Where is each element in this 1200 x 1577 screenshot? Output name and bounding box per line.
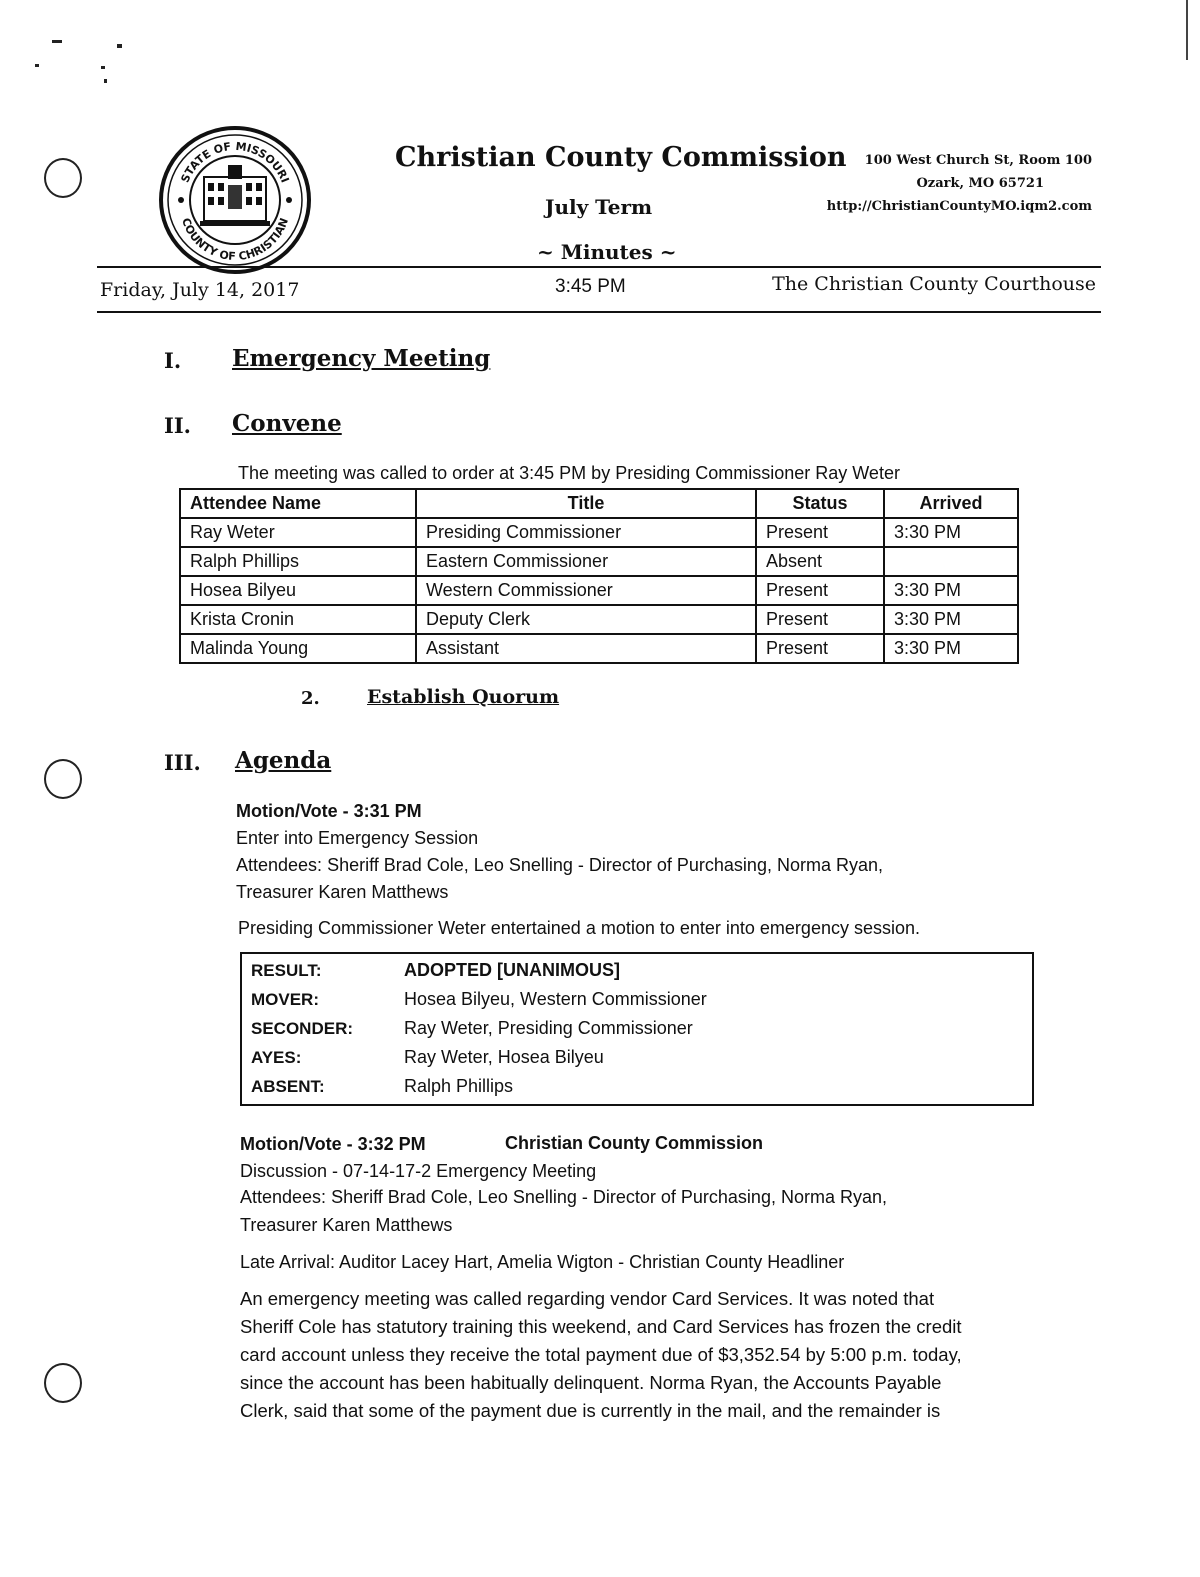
paragraph-line: Sheriff Cole has statutory training this weekend, and Card Services has frozen the credit xyxy=(240,1316,962,1337)
table-row xyxy=(180,547,1018,576)
paragraph-line: An emergency meeting was called regarding vendor Card Services. It was noted that xyxy=(240,1288,935,1309)
attendee-name: Malinda Young xyxy=(180,634,416,663)
attendee-arrived: 3:30 PM xyxy=(884,605,1018,634)
attendance-table xyxy=(179,488,1019,664)
attendee-title: Western Commissioner xyxy=(416,576,756,605)
attendee-status: Present xyxy=(756,605,884,634)
item-2-motion-label: Motion/Vote - 3:32 PM xyxy=(240,1134,426,1154)
scan-speck xyxy=(117,44,122,48)
attendee-status: Present xyxy=(756,634,884,663)
table-header-row xyxy=(180,489,1018,518)
attendee-arrived: 3:30 PM xyxy=(884,518,1018,547)
attendee-title: Eastern Commissioner xyxy=(416,547,756,576)
column-header-arrived: Arrived xyxy=(884,489,1018,518)
binder-hole-top xyxy=(44,158,82,198)
item-2-body-name: Christian County Commission xyxy=(505,1133,764,1153)
attendee-title: Assistant xyxy=(416,634,756,663)
svg-text:STATE OF MISSOURI: STATE OF MISSOURI xyxy=(178,139,292,185)
item-1-motion-label: Motion/Vote - 3:31 PM xyxy=(236,801,422,821)
term-label: July Term xyxy=(545,195,653,219)
section-2-title: Convene xyxy=(232,410,342,437)
attendee-status: Present xyxy=(756,518,884,547)
document-type: ~ Minutes ~ xyxy=(537,240,677,264)
scan-speck xyxy=(1186,0,1188,60)
item-2-attendees-line-2: Treasurer Karen Matthews xyxy=(240,1215,453,1235)
table-row xyxy=(180,605,1018,634)
item-1-subject: Enter into Emergency Session xyxy=(236,828,479,848)
vote-result-box xyxy=(240,952,1034,1106)
attendee-name: Hosea Bilyeu xyxy=(180,576,416,605)
item-2-attendees-line-1: Attendees: Sheriff Brad Cole, Leo Snelling - Director of Purchasing, Norma Ryan, xyxy=(240,1187,887,1207)
address-city: Ozark, MO 65721 xyxy=(916,176,1044,191)
attendee-status: Present xyxy=(756,576,884,605)
meeting-location: The Christian County Courthouse xyxy=(772,273,1096,295)
result-value: ADOPTED [UNANIMOUS] xyxy=(404,960,620,980)
column-header-title: Title xyxy=(416,489,756,518)
table-row xyxy=(180,634,1018,663)
attendee-arrived: 3:30 PM xyxy=(884,634,1018,663)
column-header-status: Status xyxy=(756,489,884,518)
binder-hole-bottom xyxy=(44,1363,82,1403)
meeting-date: Friday, July 14, 2017 xyxy=(100,279,300,301)
header-rule-bottom xyxy=(97,311,1101,313)
attendee-arrived xyxy=(884,547,1018,576)
paragraph-line: since the account has been habitually delinquent. Norma Ryan, the Accounts Payable xyxy=(240,1372,942,1393)
meeting-time: 3:45 PM xyxy=(555,276,626,297)
scan-speck xyxy=(104,79,107,83)
county-seal-logo xyxy=(158,125,312,275)
subsection-title: Establish Quorum xyxy=(367,686,560,708)
attendee-title: Deputy Clerk xyxy=(416,605,756,634)
item-1-attendees-line-1: Attendees: Sheriff Brad Cole, Leo Snelling - Director of Purchasing, Norma Ryan, xyxy=(236,855,883,875)
paragraph-line: card account unless they receive the total payment due of $3,352.54 by 5:00 p.m. today, xyxy=(240,1344,962,1365)
absent-value: Ralph Phillips xyxy=(404,1076,514,1096)
seconder-value: Ray Weter, Presiding Commissioner xyxy=(404,1018,693,1038)
svg-text:COUNTY OF CHRISTIAN: COUNTY OF CHRISTIAN xyxy=(179,216,292,264)
seconder-label: SECONDER: xyxy=(251,1019,354,1038)
scan-speck xyxy=(101,66,105,69)
item-2-paragraph xyxy=(240,1285,962,1425)
column-header-name: Attendee Name xyxy=(180,489,416,518)
section-2-numeral: II. xyxy=(164,413,191,438)
binder-hole-middle xyxy=(44,759,82,799)
subsection-numeral: 2. xyxy=(301,688,320,709)
result-label: RESULT: xyxy=(251,961,322,980)
organization-title: Christian County Commission xyxy=(395,142,847,173)
ayes-label: AYES: xyxy=(251,1048,302,1067)
scan-speck xyxy=(52,40,62,43)
header-rule-top xyxy=(97,266,1101,268)
scan-speck xyxy=(35,64,39,67)
attendee-status: Absent xyxy=(756,547,884,576)
mover-value: Hosea Bilyeu, Western Commissioner xyxy=(404,989,707,1009)
section-1-numeral: I. xyxy=(164,348,182,373)
attendee-name: Ray Weter xyxy=(180,518,416,547)
item-1-attendees-line-2: Treasurer Karen Matthews xyxy=(236,882,449,902)
absent-label: ABSENT: xyxy=(251,1077,325,1096)
section-3-title: Agenda xyxy=(235,747,332,774)
table-row xyxy=(180,576,1018,605)
section-1-title: Emergency Meeting xyxy=(232,345,491,372)
ayes-value: Ray Weter, Hosea Bilyeu xyxy=(404,1047,604,1067)
item-1-description: Presiding Commissioner Weter entertained a motion to enter into emergency session. xyxy=(238,918,920,938)
attendee-name: Ralph Phillips xyxy=(180,547,416,576)
section-3-numeral: III. xyxy=(164,750,201,775)
convene-intro: The meeting was called to order at 3:45 PM by Presiding Commissioner Ray Weter xyxy=(238,463,900,483)
item-2-late-arrival: Late Arrival: Auditor Lacey Hart, Amelia Wigton - Christian County Headliner xyxy=(240,1252,845,1272)
mover-label: MOVER: xyxy=(251,990,319,1009)
table-row xyxy=(180,518,1018,547)
attendee-name: Krista Cronin xyxy=(180,605,416,634)
item-2-subject: Discussion - 07-14-17-2 Emergency Meeting xyxy=(240,1161,597,1181)
address-street: 100 West Church St, Room 100 xyxy=(864,153,1092,168)
paragraph-line: Clerk, said that some of the payment due is currently in the mail, and the remainder is xyxy=(240,1400,941,1421)
attendee-title: Presiding Commissioner xyxy=(416,518,756,547)
attendee-arrived: 3:30 PM xyxy=(884,576,1018,605)
website-link[interactable]: http://ChristianCountyMO.iqm2.com xyxy=(826,199,1092,214)
